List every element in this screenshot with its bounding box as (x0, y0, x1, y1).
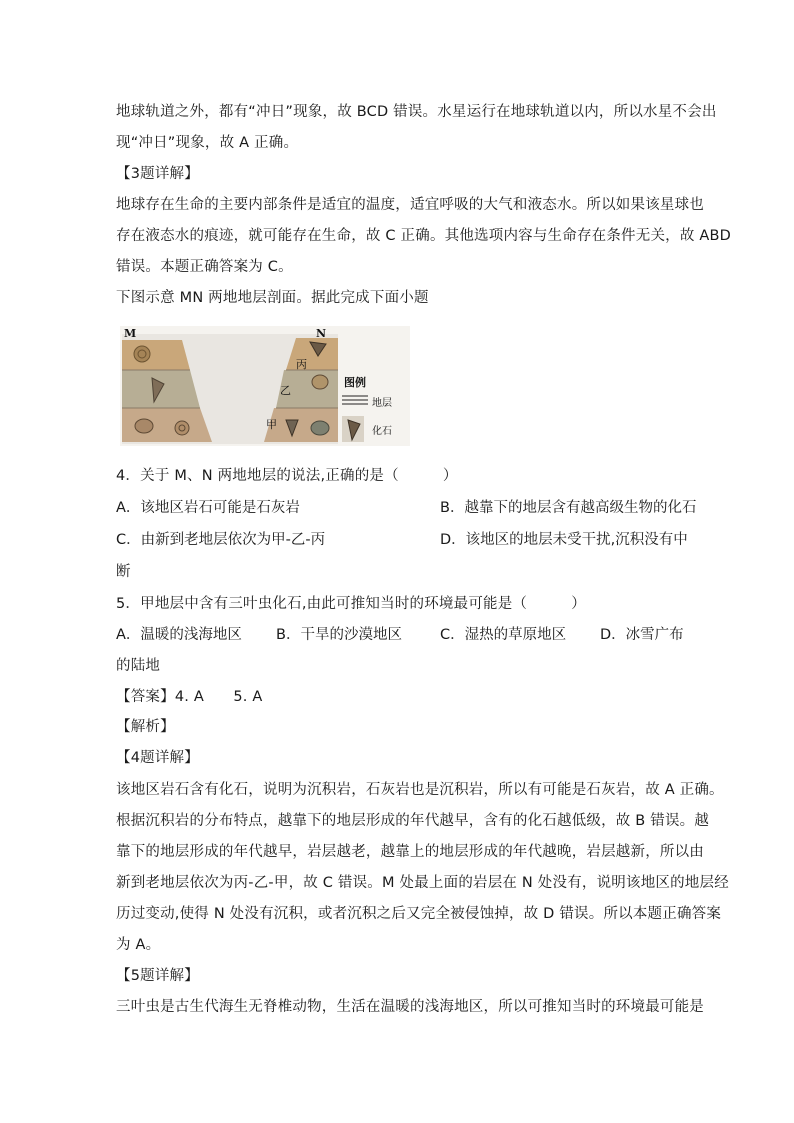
paragraph-line: 三叶虫是古生代海生无脊椎动物，生活在温暖的浅海地区，所以可推知当时的环境最可能是 (116, 999, 704, 1015)
section-heading-q5: 【5题详解】 (116, 968, 199, 984)
paragraph-line: 新到老地层依次为丙-乙-甲，故 C 错误。M 处最上面的岩层在 N 处没有，说明该地区的地层经 (116, 875, 729, 891)
ammonite-fossil-icon (175, 421, 189, 435)
label-bing: 丙 (296, 358, 307, 371)
paragraph-line: 为 A。 (116, 937, 161, 953)
question-5-option-a: A．温暖的浅海地区 (116, 627, 242, 643)
paragraph-line: 历过变动,使得 N 处没有沉积，或者沉积之后又完全被侵蚀掉，故 D 错误。所以本题正确答案 (116, 906, 722, 922)
label-m: M (124, 327, 137, 340)
label-yi: 乙 (280, 384, 291, 397)
paragraph-line: 靠下的地层形成的年代越早，岩层越老，越靠上的地层形成的年代越晚，岩层越新，所以由 (116, 844, 704, 860)
figure-intro: 下图示意 MN 两地地层剖面。据此完成下面小题 (116, 290, 429, 306)
question-5-stem: 5．甲地层中含有三叶虫化石,由此可推知当时的环境最可能是（ ） (116, 596, 586, 612)
answer-text: 4. A 5. A (174, 689, 263, 705)
question-5-option-c: C．湿热的草原地区 (440, 627, 567, 643)
legend-layer: 地层 (372, 398, 392, 409)
section-heading-q4: 【4题详解】 (116, 750, 199, 766)
legend-fossil: 化石 (372, 426, 392, 437)
paragraph-line: 该地区岩石含有化石，说明为沉积岩，石灰岩也是沉积岩，所以有可能是石灰岩，故 A 正确。 (116, 782, 724, 798)
m-layer-top (122, 340, 190, 370)
legend-title: 图例 (344, 376, 366, 389)
paragraph-line: 现“冲日”现象，故 A 正确。 (116, 135, 299, 151)
answer-line (116, 687, 263, 707)
paragraph-line: 地球轨道之外，都有“冲日”现象，故 BCD 错误。水星运行在地球轨道以内，所以水星不会出 (116, 104, 717, 120)
question-5-option-d: D．冰雪广布 (600, 627, 684, 643)
question-4-option-d-continued: 断 (116, 564, 131, 580)
answer-tag: 【答案】 (116, 689, 175, 705)
question-4-stem: 4．关于 M、N 两地地层的说法,正确的是（ ） (116, 468, 458, 484)
question-4-option-d: D．该地区的地层未受干扰,沉积没有中 (440, 532, 688, 548)
question-4-option-a: A．该地区岩石可能是石灰岩 (116, 500, 300, 516)
question-5-option-d-continued: 的陆地 (116, 658, 161, 674)
paragraph-line: 错误。本题正确答案为 C。 (116, 259, 293, 275)
strata-section-figure (120, 326, 410, 446)
question-4-option-c: C．由新到老地层依次为甲-乙-丙 (116, 532, 326, 548)
question-5-option-b: B．干旱的沙漠地区 (276, 627, 402, 643)
strata-section-illustration (120, 326, 410, 446)
label-n: N (316, 327, 327, 340)
label-jia: 甲 (266, 418, 277, 431)
trilobite-fossil-icon (311, 421, 329, 435)
shell-fossil-icon (312, 375, 328, 389)
question-4-option-b: B．越靠下的地层含有越高级生物的化石 (440, 500, 697, 516)
analysis-tag: 【解析】 (116, 719, 175, 735)
section-heading-q3: 【3题详解】 (116, 166, 199, 182)
paragraph-line: 根据沉积岩的分布特点，越靠下的地层形成的年代越早，含有的化石越低级，故 B 错误。越 (116, 813, 710, 829)
paragraph-line: 地球存在生命的主要内部条件是适宜的温度，适宜呼吸的大气和液态水。所以如果该星球也 (116, 197, 704, 213)
trilobite-fossil-icon (135, 419, 153, 433)
ammonite-fossil-icon (134, 346, 150, 362)
paragraph-line: 存在液态水的痕迹，就可能存在生命，故 C 正确。其他选项内容与生命存在条件无关，故 ABD (116, 228, 731, 244)
